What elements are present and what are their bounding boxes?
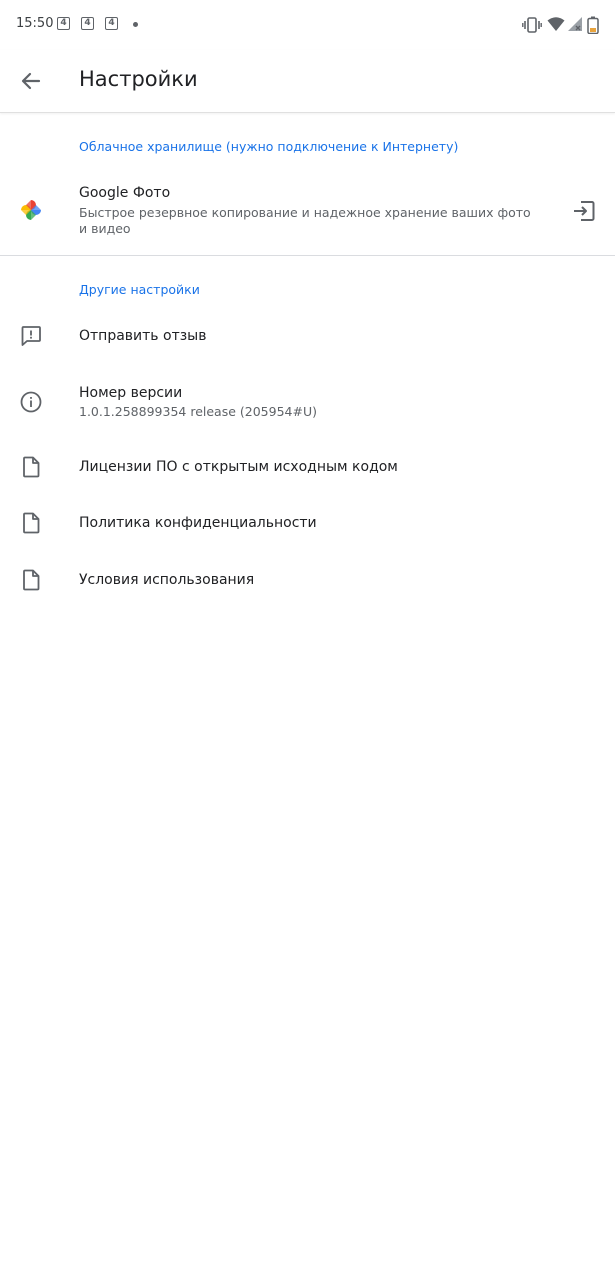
app-bar: [0, 50, 615, 113]
notification-icon: 4: [105, 17, 118, 30]
status-bar: [0, 0, 615, 50]
open-source-licenses-row[interactable]: [0, 441, 615, 493]
wifi-icon: [547, 16, 565, 32]
google-photos-icon: [19, 198, 43, 222]
terms-of-service-label: Условия использования: [79, 572, 255, 588]
version-title: Номер версии: [79, 385, 183, 401]
google-photos-row[interactable]: [0, 170, 615, 254]
notification-icon: 4: [57, 17, 70, 30]
terms-of-service-row[interactable]: [0, 554, 615, 606]
google-photos-title: Google Фото: [79, 185, 171, 201]
vibrate-icon: [522, 16, 542, 34]
section-header-cloud: Облачное хранилище (нужно подключение к Интернету): [79, 139, 459, 154]
more-notifications-dot-icon: [133, 22, 138, 27]
document-icon: [19, 511, 43, 535]
send-feedback-row[interactable]: [0, 310, 615, 362]
status-time: 15:50: [16, 16, 54, 31]
arrow-back-icon: [14, 64, 48, 98]
open-source-licenses-label: Лицензии ПО с открытым исходным кодом: [79, 459, 398, 475]
document-icon: [19, 455, 43, 479]
google-photos-subtitle: Быстрое резервное копирование и надежное хранение ваших фото: [79, 205, 531, 220]
version-row[interactable]: [0, 370, 615, 432]
privacy-policy-row[interactable]: [0, 497, 615, 549]
google-photos-subtitle: и видео: [79, 221, 131, 236]
feedback-icon: [19, 324, 43, 348]
notification-icon: 4: [81, 17, 94, 30]
info-icon: [19, 390, 43, 414]
document-icon: [19, 568, 43, 592]
privacy-policy-label: Политика конфиденциальности: [79, 515, 317, 531]
version-value: 1.0.1.258899354 release (205954#U): [79, 404, 317, 419]
page-title: Настройки: [79, 67, 198, 91]
divider: [0, 255, 615, 256]
send-feedback-label: Отправить отзыв: [79, 328, 207, 344]
signal-icon: [567, 16, 583, 32]
section-header-other: Другие настройки: [79, 282, 200, 297]
sign-in-icon[interactable]: [571, 198, 597, 224]
battery-icon: [587, 16, 599, 34]
back-button[interactable]: [14, 64, 48, 98]
